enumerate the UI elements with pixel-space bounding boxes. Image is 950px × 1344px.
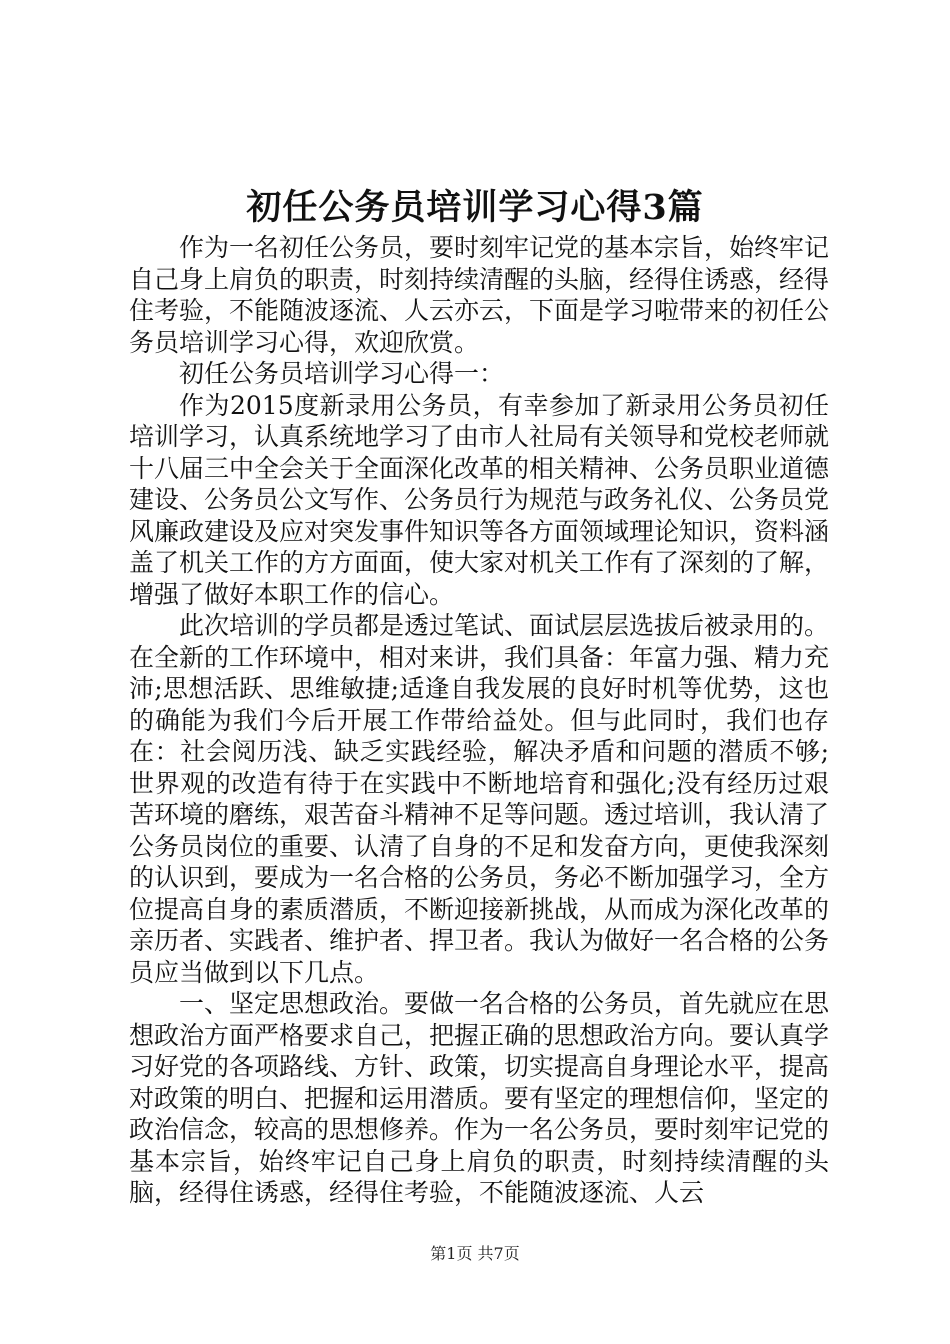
document-body bbox=[129, 232, 829, 1209]
intro-paragraph: 作为一名初任公务员，要时刻牢记党的基本宗旨，始终牢记自己身上肩负的职责，时刻持续清醒的头脑，经得住诱惑，经得住考验，不能随波逐流、人云亦云，下面是学习啦带来的初任公务员培训学习心得，欢迎欣赏。 bbox=[129, 233, 830, 357]
body-paragraph: 此次培训的学员都是透过笔试、面试层层选拔后被录用的。在全新的工作环境中，相对来讲，我们具备：年富力强、精力充沛;思想活跃、思维敏捷;适逢自我发展的良好时机等优势，这也的确能为我们今后开展工作带给益处。但与此同时，我们也存在：社会阅历浅、缺乏实践经验，解决矛盾和问题的潜质不够;世界观的改造有待于在实践中不断地培育和强化;没有经历过艰苦环境的磨练，艰苦奋斗精神不足等问题。透过培训，我认清了公务员岗位的重要、认清了自身的不足和发奋方向，更使我深刻的认识到，要成为一名合格的公务员，务必不断加强学习，全方位提高自身的素质潜质，不断迎接新挑战，从而成为深化改革的亲历者、实践者、维护者、捍卫者。我认为做好一名合格的公务员应当做到以下几点。 bbox=[129, 611, 830, 987]
body-paragraph: 作为2015度新录用公务员，有幸参加了新录用公务员初任培训学习，认真系统地学习了由市人社局有关领导和党校老师就十八届三中全会关于全面深化改革的相关精神、公务员职业道德建设、公务员公文写作、公务员行为规范与政务礼仪、公务员党风廉政建设及应对突发事件知识等各方面领域理论知识，资料涵盖了机关工作的方方面面，使大家对机关工作有了深刻的了解，增强了做好本职工作的信心。 bbox=[129, 390, 830, 609]
page-footer: 第1页 共7页 bbox=[430, 1244, 520, 1263]
section-heading-1: 初任公务员培训学习心得一： bbox=[179, 359, 505, 388]
document-title: 初任公务员培训学习心得3篇 bbox=[246, 187, 704, 228]
body-paragraph: 一、坚定思想政治。要做一名合格的公务员，首先就应在思想政治方面严格要求自己，把握正确的思想政治方向。要认真学习好党的各项路线、方针、政策，切实提高自身理论水平，提高对政策的明白、把握和运用潜质。要有坚定的理想信仰，坚定的政治信念，较高的思想修养。作为一名公务员，要时刻牢记党的基本宗旨，始终牢记自己身上肩负的职责，时刻持续清醒的头脑，经得住诱惑，经得住考验，不能随波逐流、人云 bbox=[129, 989, 830, 1207]
